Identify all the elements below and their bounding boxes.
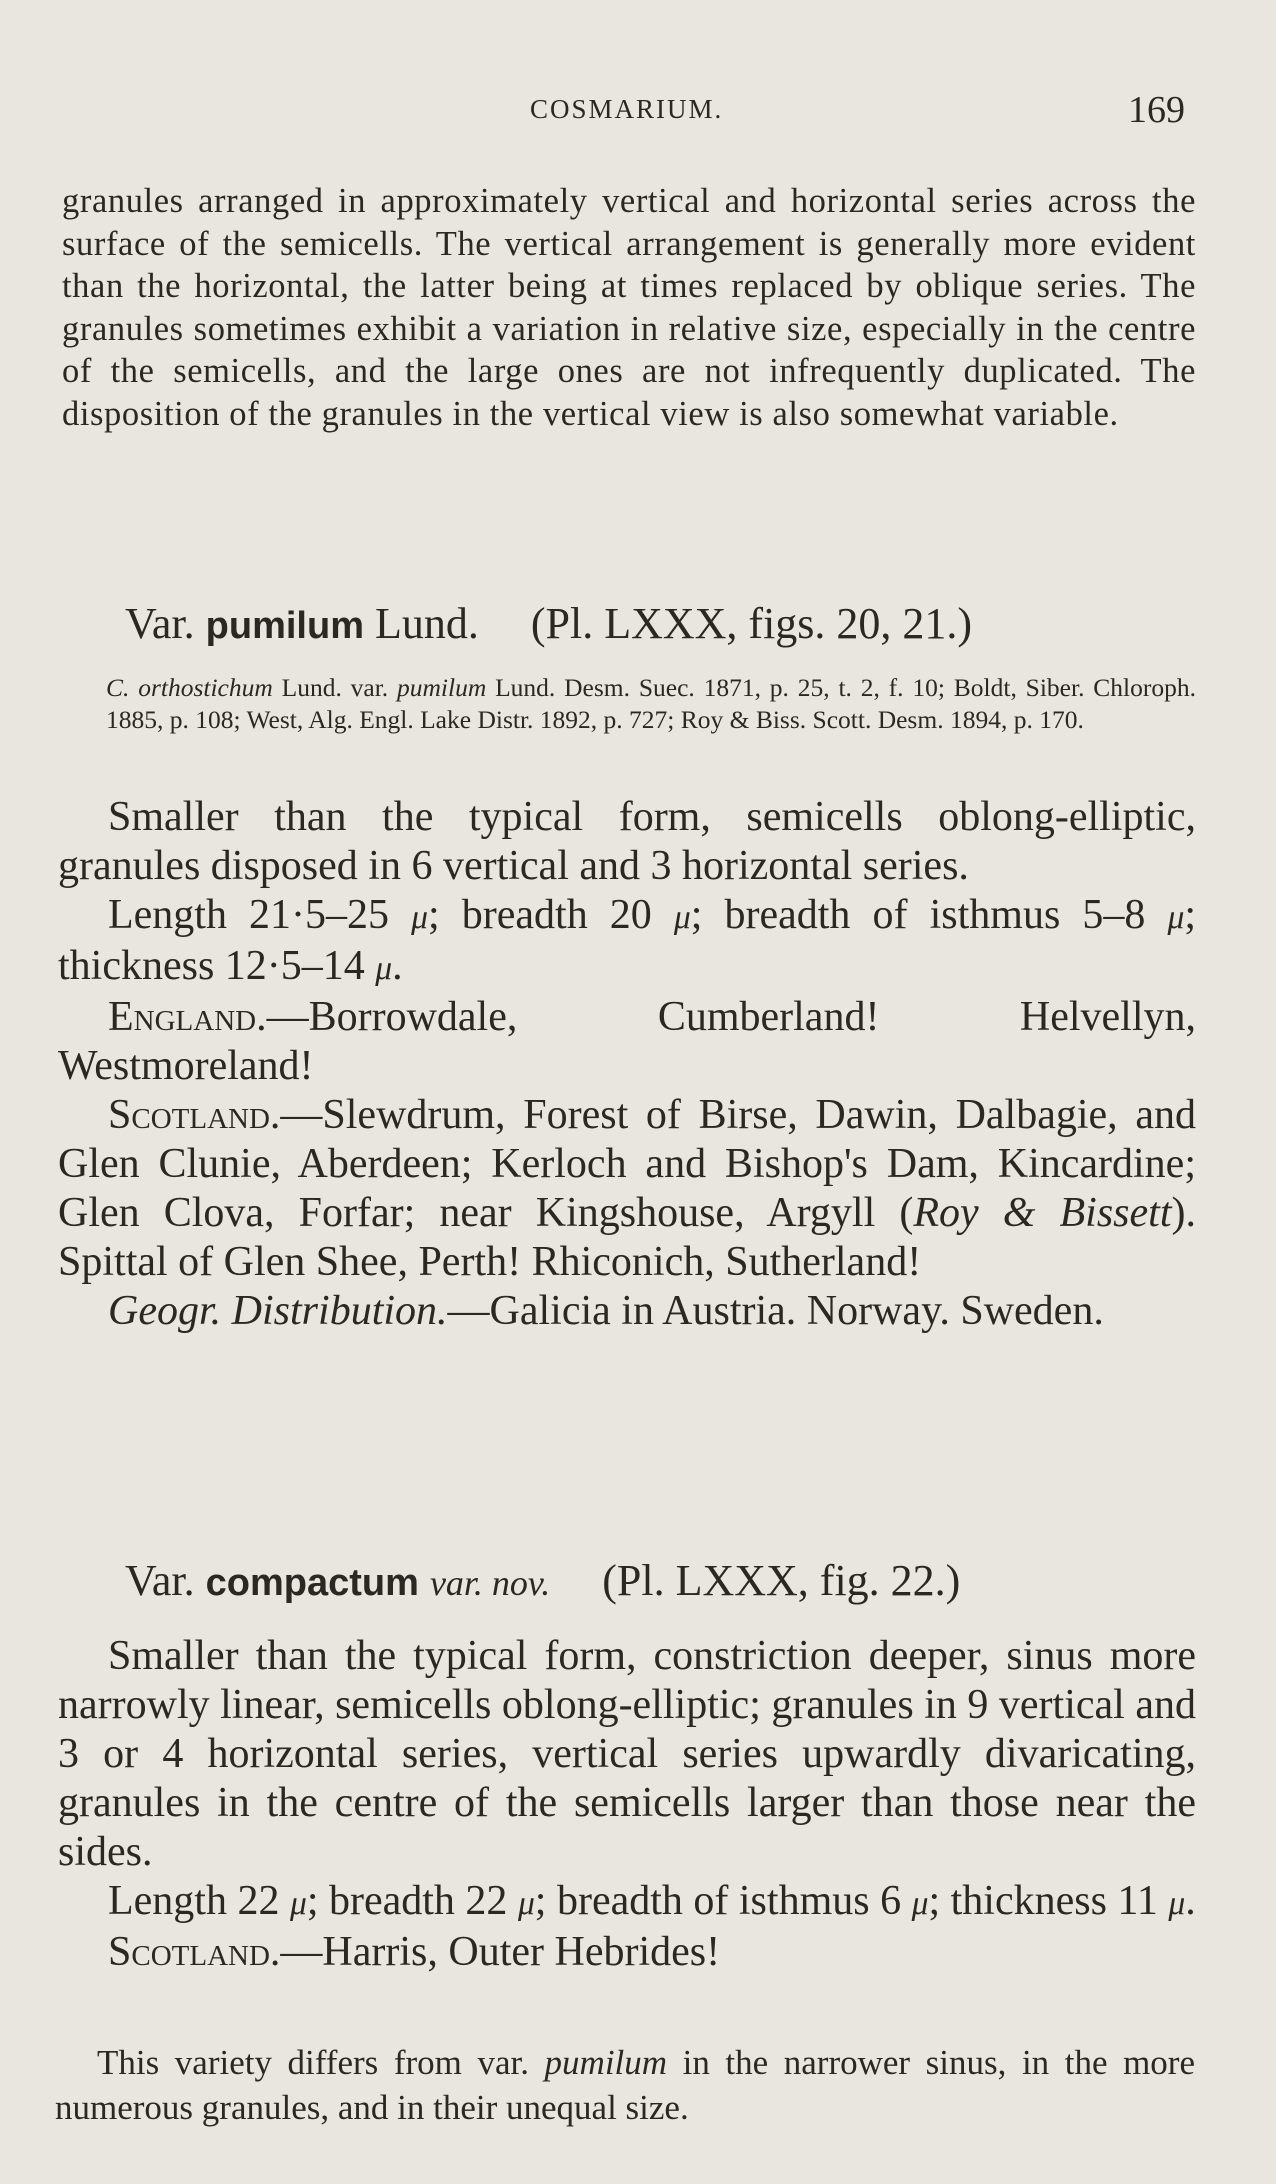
measure-thickness: ; thickness 11 [928,1878,1169,1924]
plate-reference: (Pl. LXXX, fig. 22.) [602,1556,961,1605]
scotland-locality [58,1928,1196,1977]
plate-reference: (Pl. LXXX, figs. 20, 21.) [530,599,973,648]
measure-breadth: ; breadth 22 [306,1878,518,1924]
scotland-label: Scotland. [108,1929,281,1975]
var-pumilum-heading [125,598,972,649]
synonymy-text-b: Lund. Desm. Suec. 1871, p. 25, t. 2, f. 10; Boldt, Siber. Chloroph. 1885, p. 108; West, Alg. Engl. Lake Distr. 1892, p. 727; Roy & Biss. Scott. Desm. 1894, p. 170. [106,673,1196,734]
var-author: var. nov. [429,1563,551,1603]
running-head: COSMARIUM. [530,94,724,124]
page-number: 169 [1128,89,1185,131]
scotland-text: —Harris, Outer Hebrides! [280,1929,721,1975]
measure-length: Length 22 [108,1878,290,1924]
mu-symbol: μ [517,1885,535,1922]
var-prefix: Var. [125,1556,195,1605]
england-label: England. [108,994,267,1040]
mu-symbol: μ [289,1885,307,1922]
intro-text: granules arranged in approximately vertical and horizontal series across the surface of the semicells. The vertical arrangement is generally more evident than the horizontal, the latter being at times replaced by oblique series. The granules sometimes exhibit a variation in relative size, especially in the centre of the semicells, and the large ones are not infrequently duplicated. The disposition of the granules in the vertical view is also somewhat variable. [62,182,1196,433]
description [58,1632,1196,1877]
mu-symbol: μ [375,950,393,987]
mu-symbol: μ [1167,899,1185,936]
geographic-distribution [58,1287,1196,1336]
measure-end: . [392,943,403,989]
scotland-text: —Slewdrum, Forest of Birse, Dawin, Dalbagie, and Glen Clunie, Aberdeen; Kerloch and Bishop's Dam, Kincardine; Glen Clova, Forfar; near Kingshouse, Argyll ( [58,1092,1196,1236]
note-text: This variety differs from var. [97,2043,545,2082]
measure-breadth: ; breadth 20 [428,892,674,938]
var-compactum-body [58,1632,1196,1977]
var-compactum-heading [125,1555,960,1606]
measure-isthmus: ; breadth of isthmus 5–8 [690,892,1168,938]
measurements [58,1877,1196,1928]
closing-note [55,2040,1195,2130]
synonymy-var: pumilum [397,673,487,702]
scotland-authority: Roy & Bissett [913,1190,1172,1236]
synonymy-species: C. orthostichum [106,673,273,702]
measure-end: . [1185,1878,1196,1924]
mu-symbol: μ [411,899,428,936]
synonymy-block [106,672,1196,736]
intro-paragraph [62,180,1196,435]
note-var: pumilum [544,2043,668,2082]
england-locality [58,993,1196,1091]
england-text: —Borrowdale, Cumberland! Helvellyn, Westmoreland! [58,994,1196,1089]
description-text: Smaller than the typical form, constriction deeper, sinus more narrowly linear, semicells oblong-elliptic; granules in 9 vertical and 3 or 4 horizontal series, vertical series upwardly divaricating, granules in the centre of the semicells larger than those near the sides. [58,1633,1196,1875]
mu-symbol: μ [911,1885,929,1922]
synonymy-text-a: Lund. var. [272,673,398,702]
var-name: pumilum [205,605,364,647]
geogr-label: Geogr. Distribution. [108,1288,448,1334]
measure-thickness: ; thickness 12·5–14 [58,892,1197,989]
note-text-end: in the narrower sinus, in the more numerous granules, and in their unequal size. [55,2043,1195,2127]
scotland-text-end: ). Spittal of Glen Shee, Perth! Rhiconich, Sutherland! [58,1190,1196,1285]
mu-symbol: μ [1168,1885,1186,1922]
measure-isthmus: ; breadth of isthmus 6 [534,1878,912,1924]
var-author: Lund. [374,599,479,648]
description-text: Smaller than the typical form, semicells oblong-elliptic, granules disposed in 6 vertical and 3 horizontal series. [58,794,1196,889]
var-pumilum-body [58,793,1196,1336]
var-prefix: Var. [125,599,195,648]
measure-length: Length 21·5–25 [108,892,412,938]
geogr-text: —Galicia in Austria. Norway. Sweden. [447,1288,1104,1334]
measurements [58,891,1196,993]
mu-symbol: μ [673,899,691,936]
scotland-label: Scotland. [108,1092,281,1138]
scotland-locality [58,1091,1196,1287]
var-name: compactum [205,1562,419,1604]
description [58,793,1196,891]
